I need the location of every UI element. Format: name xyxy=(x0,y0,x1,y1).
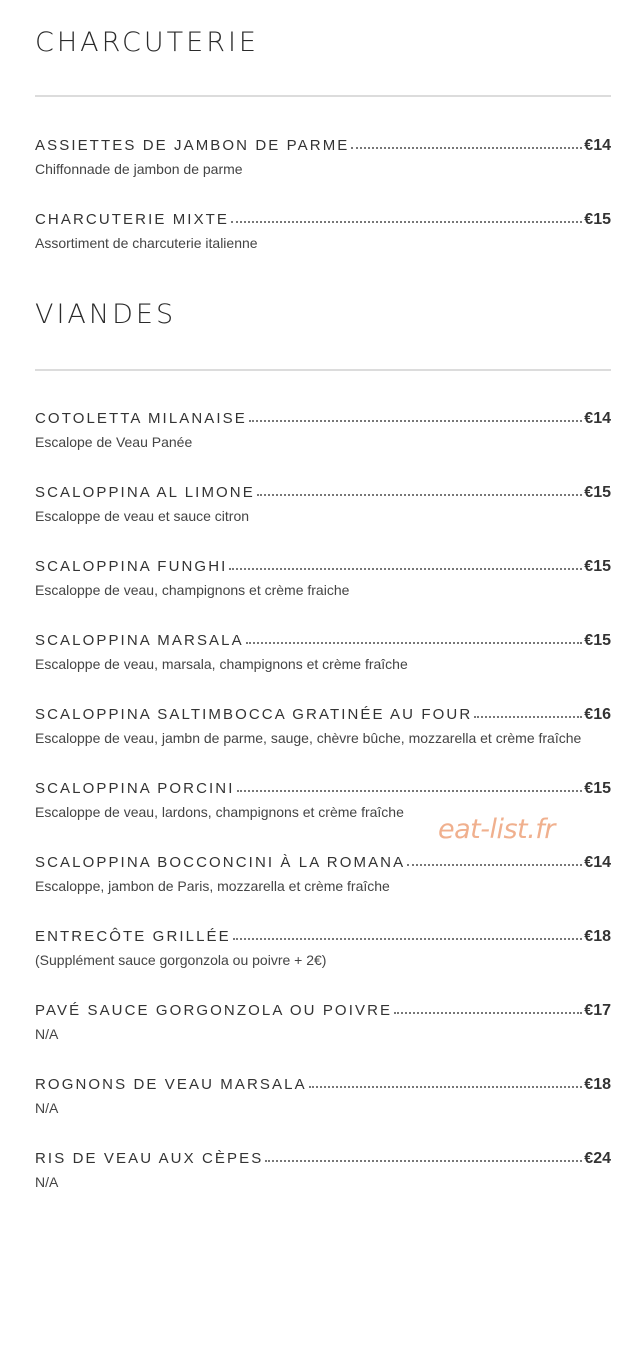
item-price: €15 xyxy=(584,780,611,797)
item-price: €15 xyxy=(584,211,611,228)
item-price: €15 xyxy=(584,484,611,501)
menu-item xyxy=(35,853,611,900)
item-price: €15 xyxy=(584,558,611,575)
item-name: ROGNONS DE VEAU MARSALA xyxy=(35,1076,307,1093)
item-price: €14 xyxy=(584,410,611,427)
item-name: ASSIETTES DE JAMBON DE PARME xyxy=(35,137,350,154)
item-description: N/A xyxy=(35,1174,59,1190)
item-description: Assortiment de charcuterie italienne xyxy=(35,235,258,251)
item-description: Escaloppe de veau, champignons et crème fraiche xyxy=(35,582,350,598)
leader-dots xyxy=(237,778,583,792)
menu-item xyxy=(35,705,611,752)
menu-item xyxy=(35,409,611,456)
item-description: Chiffonnade de jambon de parme xyxy=(35,161,243,177)
item-price: €14 xyxy=(584,137,611,154)
leader-dots xyxy=(407,852,582,866)
item-description: Escaloppe de veau et sauce citron xyxy=(35,508,250,524)
section-title: CHARCUTERIE xyxy=(35,27,259,58)
item-name: SCALOPPINA SALTIMBOCCA GRATINÉE AU FOUR xyxy=(35,706,473,723)
item-description: Escaloppe, jambon de Paris, mozzarella et crème fraîche xyxy=(35,878,390,894)
item-price: €18 xyxy=(584,928,611,945)
leader-dots xyxy=(229,556,582,570)
watermark-logo: eat-list.fr xyxy=(438,814,555,845)
leader-dots xyxy=(474,704,582,718)
item-name: SCALOPPINA BOCCONCINI À LA ROMANA xyxy=(35,854,406,871)
menu-item xyxy=(35,210,611,257)
leader-dots xyxy=(246,630,583,644)
item-price: €24 xyxy=(584,1150,611,1167)
item-price: €14 xyxy=(584,854,611,871)
item-name: ENTRECÔTE GRILLÉE xyxy=(35,928,231,945)
section-charcuterie xyxy=(35,0,611,257)
menu-item xyxy=(35,1149,611,1196)
item-description: Escalope de Veau Panée xyxy=(35,434,193,450)
menu-item xyxy=(35,927,611,974)
item-description: Escaloppe de veau, lardons, champignons et crème fraîche xyxy=(35,804,404,820)
leader-dots xyxy=(351,135,582,149)
item-description: N/A xyxy=(35,1026,59,1042)
item-name: SCALOPPINA PORCINI xyxy=(35,780,235,797)
leader-dots xyxy=(394,1000,582,1014)
leader-dots xyxy=(309,1074,583,1088)
item-price: €18 xyxy=(584,1076,611,1093)
item-name: CHARCUTERIE MIXTE xyxy=(35,211,230,228)
menu-item xyxy=(35,631,611,678)
item-name: SCALOPPINA MARSALA xyxy=(35,632,244,649)
menu-item xyxy=(35,1001,611,1048)
item-name: COTOLETTA MILANAISE xyxy=(35,410,247,427)
item-price: €15 xyxy=(584,632,611,649)
menu-item xyxy=(35,136,611,183)
leader-dots xyxy=(249,408,582,422)
item-description: N/A xyxy=(35,1100,59,1116)
menu-item xyxy=(35,1075,611,1122)
item-price: €16 xyxy=(584,706,611,723)
leader-dots xyxy=(231,209,582,223)
item-name: SCALOPPINA AL LIMONE xyxy=(35,484,255,501)
item-name: SCALOPPINA FUNGHI xyxy=(35,558,228,575)
item-description: (Supplément sauce gorgonzola ou poivre + 2€) xyxy=(35,952,327,968)
item-name: RIS DE VEAU AUX CÈPES xyxy=(35,1150,264,1167)
leader-dots xyxy=(257,482,582,496)
menu-item xyxy=(35,557,611,604)
leader-dots xyxy=(265,1148,582,1162)
section-title: VIANDES xyxy=(35,299,177,330)
item-description: Escaloppe de veau, jambn de parme, sauge, chèvre bûche, mozzarella et crème fraîche xyxy=(35,730,582,746)
leader-dots xyxy=(233,926,583,940)
menu-item xyxy=(35,483,611,530)
item-price: €17 xyxy=(584,1002,611,1019)
item-name: PAVÉ SAUCE GORGONZOLA OU POIVRE xyxy=(35,1002,393,1019)
item-description: Escaloppe de veau, marsala, champignons et crème fraîche xyxy=(35,656,408,672)
section-viandes xyxy=(35,257,611,1196)
